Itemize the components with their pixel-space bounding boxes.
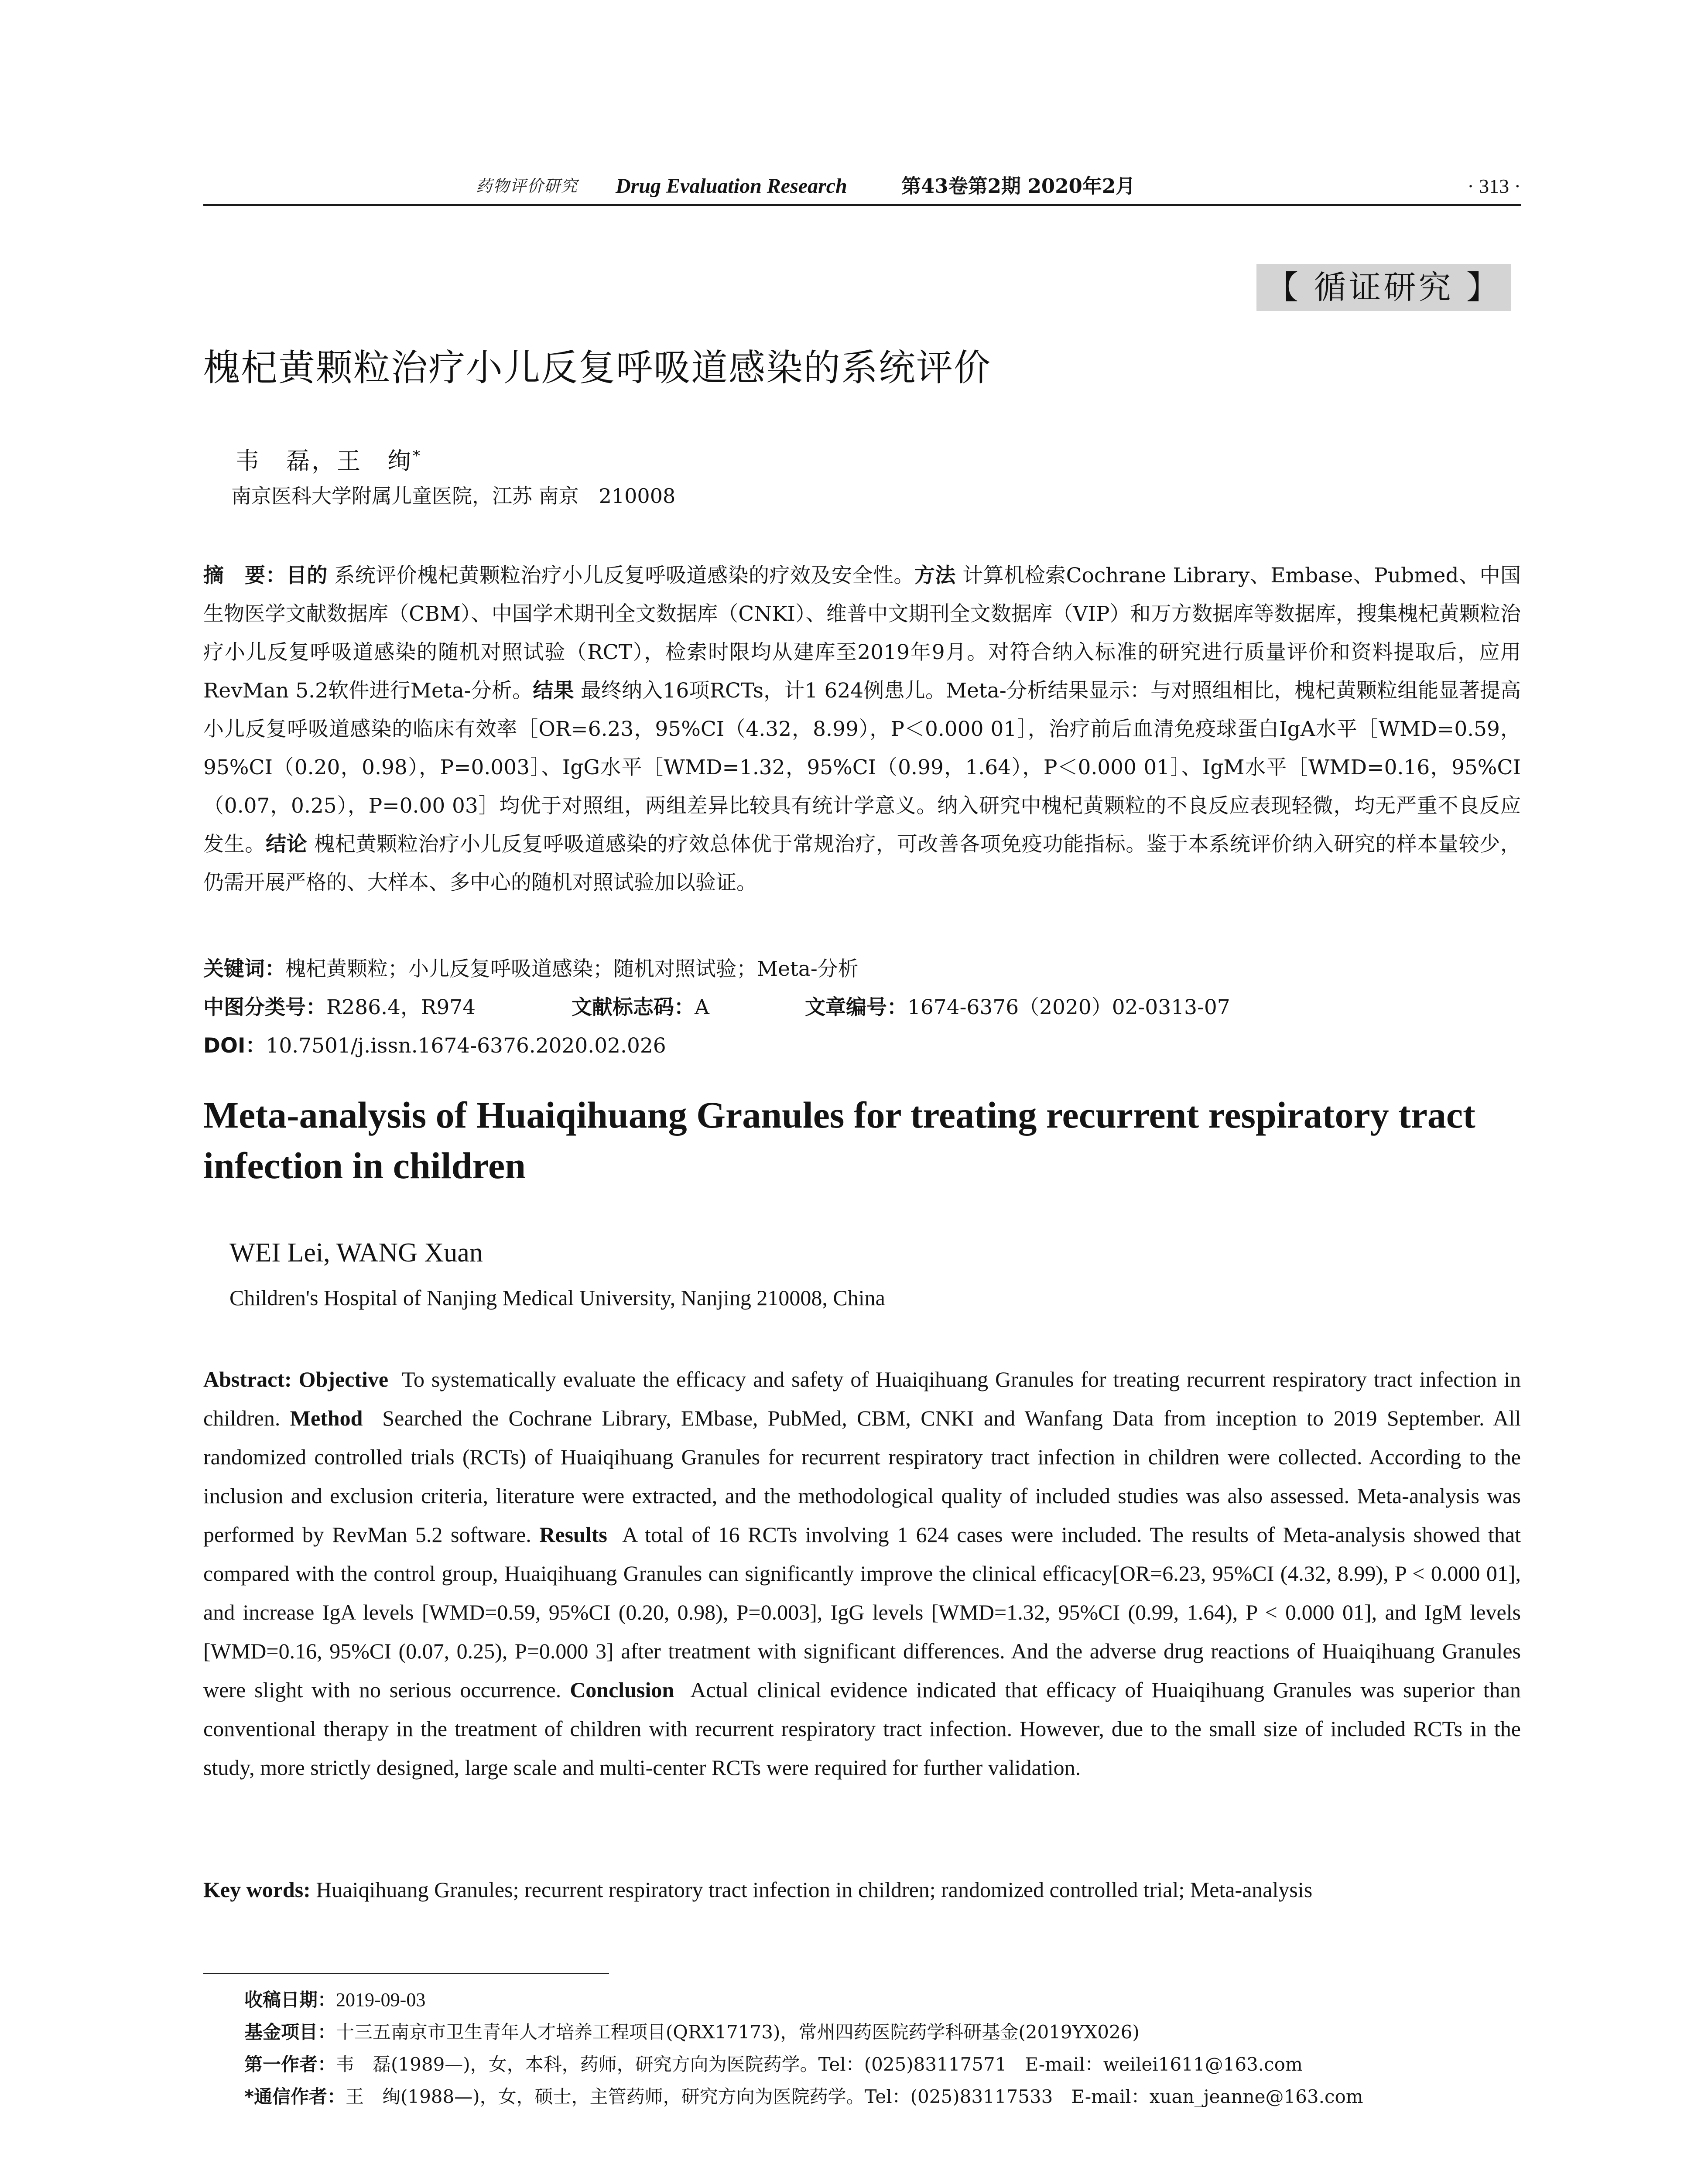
fund-label: 基金项目： bbox=[244, 2021, 336, 2043]
page-number: · 313 · bbox=[1467, 175, 1521, 197]
clc-value: R286.4，R974 bbox=[326, 995, 476, 1019]
received-label: 收稿日期： bbox=[244, 1989, 336, 2010]
cn-classification bbox=[203, 988, 476, 1027]
corresponding-mark: * bbox=[413, 447, 422, 465]
article-no-value: 1674-6376（2020）02-0313-07 bbox=[907, 995, 1230, 1019]
clc-label: 中图分类号： bbox=[203, 995, 326, 1019]
cn-keywords-text: 槐杞黄颗粒；小儿反复呼吸道感染；随机对照试验；Meta-分析 bbox=[285, 957, 859, 981]
en-objective-label: Objective bbox=[298, 1367, 389, 1391]
en-objective: To systematically evaluate the efficacy and safety of Huaiqihuang Granules for treating recurrent respiratory tract infection in children. bbox=[203, 1367, 1521, 1430]
cn-doi bbox=[203, 1027, 666, 1065]
en-conclusion: Actual clinical evidence indicated that efficacy of Huaiqihuang Granules was superior than conventional therapy in the treatment of children with recurrent respiratory tract infection. However, due to the small size of included RCTs in the study, more strictly designed, large scale and multi-center RCTs were required for further validation. bbox=[203, 1678, 1521, 1780]
footnote-fund bbox=[244, 2016, 1509, 2048]
received-date: 2019-09-03 bbox=[336, 1989, 426, 2010]
en-conclusion-label: Conclusion bbox=[570, 1678, 674, 1702]
cn-affiliation: 南京医科大学附属儿童医院，江苏 南京 210008 bbox=[231, 484, 676, 508]
cn-abstract bbox=[203, 557, 1521, 902]
cn-objective-label: 目的 bbox=[286, 564, 328, 588]
first-author-text: 韦 磊(1989—)，女，本科，药师，研究方向为医院药学。Tel：(025)83117571 E-mail：weilei1611@163.com bbox=[336, 2054, 1303, 2075]
en-method: Searched the Cochrane Library, EMbase, PubMed, CBM, CNKI and Wanfang Data from inception to 2019 September. All randomized controlled trials (RCTs) of Huaiqihuang Granules for recurrent respiratory tract infection in children were collected. According to the inclusion and exclusion criteria, literature were extracted, and the methodological quality of included studies was also assessed. Meta-analysis was performed by RevMan 5.2 software. bbox=[203, 1406, 1521, 1547]
cn-results-label: 结果 bbox=[533, 679, 574, 703]
doc-code-label: 文献标志码： bbox=[572, 995, 695, 1019]
en-affiliation: Children's Hospital of Nanjing Medical University, Nanjing 210008, China bbox=[229, 1285, 885, 1310]
en-authors: WEI Lei, WANG Xuan bbox=[229, 1238, 483, 1268]
en-abstract-label: Abstract: bbox=[203, 1367, 292, 1391]
cn-results: 最终纳入16项RCTs，计1 624例患儿。Meta-分析结果显示：与对照组相比，槐杞黄颗粒组能显著提高小儿反复呼吸道感染的临床有效率［OR=6.23，95%CI（4.32，8.99），P＜0.000 01］，治疗前后血清免疫球蛋白IgA水平［WMD=0.59，95%CI（0.20，0.98），P=0.003］、IgG水平［WMD=1.32，95%CI（0.99，1.64），P＜0.000 01］、IgM水平［WMD=0.16，95%CI（0.07，0.25），P=0.00 03］均优于对照组，两组差异比较具有统计学意义。纳入研究中槐杞黄颗粒的不良反应表现轻微，均无严重不良反应发生。 bbox=[203, 679, 1521, 856]
footnote-rule bbox=[203, 1973, 609, 1974]
en-keywords-text: Huaiqihuang Granules; recurrent respiratory tract infection in children; randomized controlled trial; Meta-analysis bbox=[316, 1877, 1313, 1902]
en-results-label: Results bbox=[539, 1522, 607, 1547]
cn-author-names: 韦 磊，王 绚 bbox=[236, 447, 413, 475]
footnote-corresponding bbox=[244, 2081, 1509, 2113]
doi-value: 10.7501/j.issn.1674-6376.2020.02.026 bbox=[266, 1034, 666, 1058]
footnote-first-author bbox=[244, 2048, 1509, 2081]
journal-name: Drug Evaluation Research bbox=[616, 174, 847, 198]
cn-conclusion-label: 结论 bbox=[266, 832, 308, 856]
en-keywords bbox=[203, 1870, 1312, 1909]
fund-text: 十三五南京市卫生青年人才培养工程项目(QRX17173)，常州四药医院药学科研基金(2019YX026) bbox=[336, 2021, 1140, 2043]
cn-conclusion: 槐杞黄颗粒治疗小儿反复呼吸道感染的疗效总体优于常规治疗，可改善各项免疫功能指标。鉴于本系统评价纳入研究的样本量较少，仍需开展严格的、大样本、多中心的随机对照试验加以验证。 bbox=[203, 832, 1521, 895]
en-keywords-label: Key words: bbox=[203, 1877, 311, 1902]
first-author-label: 第一作者： bbox=[244, 2054, 336, 2075]
journal-volume: 第43卷第2期 2020年2月 bbox=[901, 174, 1136, 198]
en-method-label: Method bbox=[290, 1406, 363, 1430]
en-results: A total of 16 RCTs involving 1 624 cases were included. The results of Meta-analysis showed that compared with the control group, Huaiqihuang Granules can significantly improve the clinical efficacy[OR=6.23, 95%CI (4.32, 8.99), P < 0.000 01], and increase IgA levels [WMD=0.59, 95%CI (0.20, 0.98), P=0.003], IgG levels [WMD=1.32, 95%CI (0.99, 1.64), P < 0.000 01], and IgM levels [WMD=0.16, 95%CI (0.07, 0.25), P=0.000 3] after treatment with significant differences. And the adverse drug reactions of Huaiqihuang Granules were slight with no serious occurrence. bbox=[203, 1522, 1521, 1702]
corresponding-label: *通信作者： bbox=[244, 2086, 346, 2107]
running-header bbox=[203, 171, 1521, 202]
cn-article-no bbox=[805, 988, 1230, 1027]
cn-objective: 系统评价槐杞黄颗粒治疗小儿反复呼吸道感染的疗效及安全性。 bbox=[334, 564, 914, 588]
corresponding-text: 王 绚(1988—)，女，硕士，主管药师，研究方向为医院药学。Tel：(025)83117533 E-mail：xuan_jeanne@163.com bbox=[345, 2086, 1363, 2107]
doc-code-value: A bbox=[695, 995, 709, 1019]
cn-authors bbox=[236, 438, 422, 479]
cn-doc-code bbox=[572, 988, 709, 1027]
section-tag: 【 循证研究 】 bbox=[1256, 264, 1511, 311]
cn-abstract-label: 摘 要： bbox=[203, 564, 286, 588]
footnote-received bbox=[244, 1984, 1509, 2016]
cn-method-label: 方法 bbox=[914, 564, 956, 588]
en-title: Meta-analysis of Huaiqihuang Granules for treating recurrent respiratory tract infection in children bbox=[203, 1094, 1475, 1186]
header-rule bbox=[203, 204, 1521, 206]
cn-title: 槐杞黄颗粒治疗小儿反复呼吸道感染的系统评价 bbox=[203, 346, 992, 389]
doi-label: DOI： bbox=[203, 1034, 266, 1058]
journal-logo: 药物评价研究 bbox=[476, 177, 578, 195]
article-no-label: 文章编号： bbox=[805, 995, 907, 1019]
cn-keywords bbox=[203, 950, 859, 988]
en-abstract bbox=[203, 1360, 1521, 1787]
cn-keywords-label: 关键词： bbox=[203, 957, 285, 981]
cn-method: 计算机检索Cochrane Library、Embase、Pubmed、中国生物医学文献数据库（CBM）、中国学术期刊全文数据库（CNKI）、维普中文期刊全文数据库（VIP）和万方数据库等数据库，搜集槐杞黄颗粒治疗小儿反复呼吸道感染的随机对照试验（RCT），检索时限均从建库至2019年9月。对符合纳入标准的研究进行质量评价和资料提取后，应用RevMan 5.2软件进行Meta-分析。 bbox=[203, 564, 1521, 703]
